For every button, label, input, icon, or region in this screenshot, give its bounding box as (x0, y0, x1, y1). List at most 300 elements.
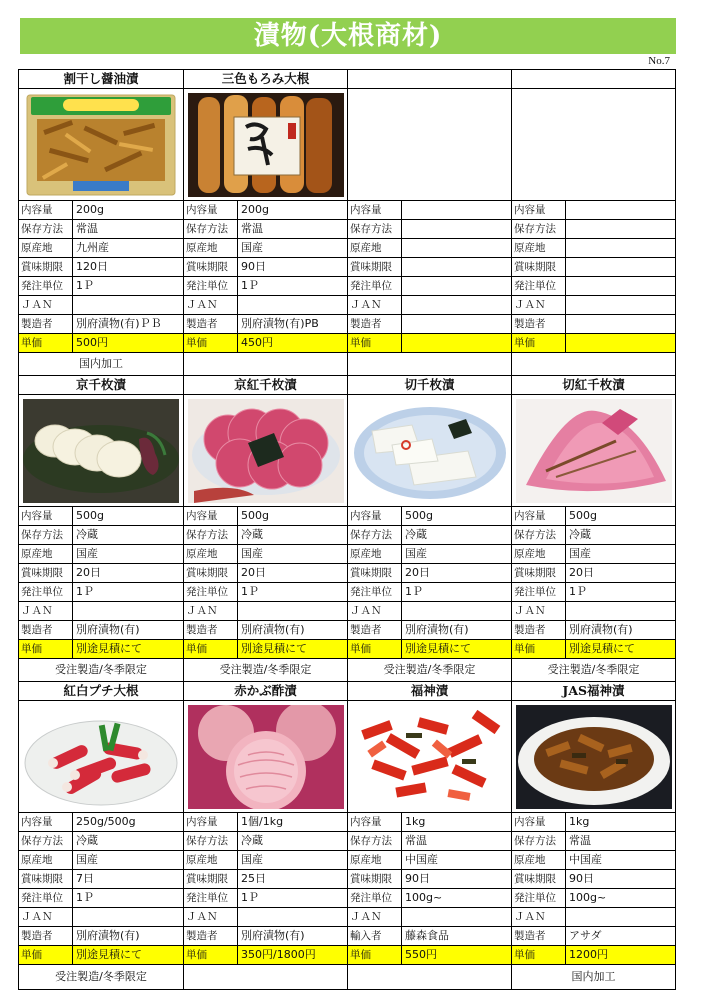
unit-price-label: 単価 (512, 334, 566, 352)
product-name: 京千枚漬 (19, 376, 183, 395)
origin-value: 中国産 (405, 853, 438, 866)
order-unit-label: 発注単位 (19, 277, 73, 295)
cut-white-photo (348, 395, 511, 507)
unit-price-row (512, 640, 675, 659)
origin-row (348, 239, 511, 258)
order-unit-value (402, 277, 511, 295)
unit-price-value: 550円 (405, 948, 437, 961)
order-unit-value (566, 277, 675, 295)
maker-row (19, 927, 183, 946)
product-row (19, 70, 675, 375)
product-card (183, 70, 347, 375)
origin-row (348, 545, 511, 564)
expiry-value: 90日 (241, 260, 266, 273)
expiry-row (348, 564, 511, 583)
cut-white-photo-image (352, 399, 508, 503)
unit-price-value: 別途見積にて (76, 948, 142, 961)
product-name: 切千枚漬 (348, 376, 511, 395)
product-card (19, 682, 183, 989)
maker-row (184, 621, 347, 640)
origin-label: 原産地 (512, 545, 566, 563)
product-grid (18, 69, 676, 990)
storage-value: 常温 (569, 834, 591, 847)
storage-value: 常温 (241, 222, 263, 235)
origin-label: 原産地 (348, 239, 402, 257)
maker-row (348, 927, 511, 946)
expiry-label: 賞味期限 (19, 258, 73, 276)
order-unit-label: 発注単位 (19, 889, 73, 907)
expiry-label: 賞味期限 (512, 258, 566, 276)
product-note (348, 353, 511, 375)
white-slices-photo-image (23, 399, 179, 503)
maker-value: 別府漬物(有) (76, 623, 140, 636)
expiry-label: 賞味期限 (19, 564, 73, 582)
origin-value: 国産 (241, 853, 263, 866)
unit-price-label: 単価 (512, 946, 566, 964)
order-unit-row (512, 277, 675, 296)
order-unit-row (512, 583, 675, 602)
jan-label: ＪＡＮ (19, 296, 73, 314)
content-label: 内容量 (512, 507, 566, 525)
unit-price-row (19, 334, 183, 353)
order-unit-value: 100g~ (569, 891, 607, 904)
jan-row (512, 908, 675, 927)
content-label: 内容量 (19, 507, 73, 525)
content-label: 内容量 (348, 813, 402, 831)
storage-label: 保存方法 (184, 832, 238, 850)
content-label: 内容量 (348, 201, 402, 219)
expiry-value: 7日 (76, 872, 94, 885)
origin-value (402, 239, 511, 257)
content-row (184, 813, 347, 832)
unit-price-label: 単価 (19, 334, 73, 352)
order-unit-value: 100g~ (405, 891, 443, 904)
product-card (347, 376, 511, 681)
content-row (184, 507, 347, 526)
origin-row (512, 545, 675, 564)
maker-value: 別府漬物(有)ＰＢ (76, 317, 162, 330)
maker-label: 製造者 (184, 927, 238, 945)
storage-row (348, 526, 511, 545)
unit-price-row (184, 640, 347, 659)
storage-value: 常温 (76, 222, 98, 235)
maker-row (184, 315, 347, 334)
order-unit-label: 発注単位 (348, 583, 402, 601)
product-card (183, 682, 347, 989)
unit-price-row (512, 946, 675, 965)
expiry-row (19, 870, 183, 889)
product-card (511, 376, 675, 681)
content-label: 内容量 (184, 507, 238, 525)
pickle-bag-photo (19, 89, 183, 201)
storage-value: 冷蔵 (569, 528, 591, 541)
order-unit-label: 発注単位 (19, 583, 73, 601)
product-note (184, 353, 347, 375)
product-name: 福神漬 (348, 682, 511, 701)
maker-value: 別府漬物(有) (569, 623, 633, 636)
unit-price-row (348, 640, 511, 659)
content-row (348, 201, 511, 220)
red-turnip-photo (184, 701, 347, 813)
jan-value (73, 602, 183, 620)
fukujin-brown-photo-image (516, 705, 672, 809)
maker-value: 別府漬物(有) (241, 929, 305, 942)
storage-value (566, 220, 675, 238)
content-row (512, 201, 675, 220)
expiry-row (512, 870, 675, 889)
expiry-label: 賞味期限 (348, 870, 402, 888)
maker-label: 製造者 (184, 621, 238, 639)
order-unit-row (348, 583, 511, 602)
product-name: 切紅千枚漬 (512, 376, 675, 395)
maker-row (19, 315, 183, 334)
product-name (512, 70, 675, 89)
storage-label: 保存方法 (19, 220, 73, 238)
product-row (19, 681, 675, 989)
expiry-label: 賞味期限 (348, 258, 402, 276)
jan-label: ＪＡＮ (348, 908, 402, 926)
origin-row (19, 545, 183, 564)
maker-value: 藤森食品 (405, 929, 449, 942)
unit-price-row (512, 334, 675, 353)
product-note (512, 353, 675, 375)
storage-row (184, 832, 347, 851)
origin-value: 国産 (241, 547, 263, 560)
fukujin-red-photo (348, 701, 511, 813)
storage-row (512, 526, 675, 545)
storage-label: 保存方法 (348, 526, 402, 544)
storage-row (348, 220, 511, 239)
maker-value: アサダ (569, 929, 602, 942)
origin-value: 国産 (405, 547, 427, 560)
order-unit-row (19, 889, 183, 908)
content-label: 内容量 (184, 201, 238, 219)
content-row (348, 813, 511, 832)
product-note: 受注製造/冬季限定 (219, 663, 312, 676)
maker-value (566, 315, 675, 333)
expiry-row (184, 258, 347, 277)
origin-label: 原産地 (19, 545, 73, 563)
product-note (184, 965, 347, 989)
storage-label: 保存方法 (512, 526, 566, 544)
order-unit-label: 発注単位 (512, 889, 566, 907)
order-unit-label: 発注単位 (348, 889, 402, 907)
jan-value (566, 908, 675, 926)
product-name: JAS福神漬 (512, 682, 675, 701)
content-value: 500g (405, 509, 433, 522)
content-value (566, 201, 675, 219)
unit-price-label: 単価 (19, 640, 73, 658)
unit-price-value: 別途見積にて (569, 642, 635, 655)
jan-row (348, 908, 511, 927)
maker-value: 別府漬物(有)PB (241, 317, 319, 330)
content-value: 500g (76, 509, 104, 522)
storage-row (348, 832, 511, 851)
content-value: 250g/500g (76, 815, 136, 828)
origin-row (184, 545, 347, 564)
expiry-row (19, 258, 183, 277)
expiry-label: 賞味期限 (348, 564, 402, 582)
order-unit-label: 発注単位 (512, 277, 566, 295)
storage-row (19, 220, 183, 239)
storage-label: 保存方法 (19, 832, 73, 850)
unit-price-row (348, 946, 511, 965)
product-note: 国内加工 (571, 970, 616, 983)
unit-price-label: 単価 (348, 640, 402, 658)
storage-value: 冷蔵 (76, 528, 98, 541)
content-value: 1kg (405, 815, 426, 828)
product-note (348, 965, 511, 989)
jan-value (566, 296, 675, 314)
maker-label: 製造者 (348, 621, 402, 639)
maker-value: 別府漬物(有) (241, 623, 305, 636)
content-label: 内容量 (19, 813, 73, 831)
fukujin-brown-photo (512, 701, 675, 813)
content-row (19, 813, 183, 832)
content-value (402, 201, 511, 219)
jan-label: ＪＡＮ (184, 296, 238, 314)
expiry-value: 20日 (76, 566, 101, 579)
order-unit-row (348, 277, 511, 296)
order-unit-value: 1Ｐ (76, 279, 94, 292)
expiry-label: 賞味期限 (512, 870, 566, 888)
storage-value: 冷蔵 (241, 528, 263, 541)
expiry-row (512, 258, 675, 277)
unit-price-value (566, 334, 675, 352)
expiry-row (184, 870, 347, 889)
unit-price-label: 単価 (184, 946, 238, 964)
unit-price-value: 別途見積にて (76, 642, 142, 655)
order-unit-row (184, 889, 347, 908)
product-card (347, 682, 511, 989)
storage-row (184, 220, 347, 239)
expiry-row (19, 564, 183, 583)
origin-value: 国産 (241, 241, 263, 254)
jan-row (19, 296, 183, 315)
content-value: 1個/1kg (241, 815, 284, 828)
origin-label: 原産地 (184, 239, 238, 257)
jan-label: ＪＡＮ (19, 908, 73, 926)
maker-row (512, 315, 675, 334)
expiry-value: 20日 (241, 566, 266, 579)
content-row (348, 507, 511, 526)
storage-row (19, 832, 183, 851)
origin-row (512, 239, 675, 258)
jan-label: ＪＡＮ (512, 296, 566, 314)
maker-value: 別府漬物(有) (76, 929, 140, 942)
origin-label: 原産地 (184, 545, 238, 563)
unit-price-row (19, 946, 183, 965)
order-unit-label: 発注単位 (184, 583, 238, 601)
expiry-value: 90日 (405, 872, 430, 885)
jan-row (184, 908, 347, 927)
storage-row (19, 526, 183, 545)
unit-price-value (402, 334, 511, 352)
maker-label: 輸入者 (348, 927, 402, 945)
origin-value: 九州産 (76, 241, 109, 254)
expiry-label: 賞味期限 (184, 870, 238, 888)
origin-value (566, 239, 675, 257)
expiry-row (348, 870, 511, 889)
unit-price-value: 450円 (241, 336, 273, 349)
storage-label: 保存方法 (512, 220, 566, 238)
maker-label: 製造者 (512, 315, 566, 333)
product-card (347, 70, 511, 375)
jan-row (19, 602, 183, 621)
product-name: 三色もろみ大根 (184, 70, 347, 89)
content-row (19, 201, 183, 220)
unit-price-label: 単価 (512, 640, 566, 658)
order-unit-row (512, 889, 675, 908)
product-note: 受注製造/冬季限定 (55, 970, 147, 983)
storage-label: 保存方法 (512, 832, 566, 850)
unit-price-label: 単価 (348, 946, 402, 964)
pickle-pack-photo (184, 89, 347, 201)
order-unit-row (19, 583, 183, 602)
jan-label: ＪＡＮ (348, 602, 402, 620)
product-card (19, 70, 183, 375)
product-name (348, 70, 511, 89)
unit-price-value: 別途見積にて (405, 642, 471, 655)
origin-row (512, 851, 675, 870)
empty-photo-slot (512, 89, 675, 201)
maker-row (512, 621, 675, 640)
jan-row (184, 296, 347, 315)
maker-value: 別府漬物(有) (405, 623, 469, 636)
maker-row (184, 927, 347, 946)
product-note: 受注製造/冬季限定 (55, 663, 147, 676)
content-value: 200g (76, 203, 104, 216)
expiry-value: 120日 (76, 260, 108, 273)
jan-row (348, 602, 511, 621)
maker-row (512, 927, 675, 946)
cut-red-photo (512, 395, 675, 507)
content-label: 内容量 (348, 507, 402, 525)
order-unit-value: 1Ｐ (241, 891, 259, 904)
order-unit-row (19, 277, 183, 296)
storage-label: 保存方法 (184, 526, 238, 544)
jan-value (73, 908, 183, 926)
storage-value: 冷蔵 (76, 834, 98, 847)
order-unit-value: 1Ｐ (241, 279, 259, 292)
origin-label: 原産地 (19, 851, 73, 869)
storage-label: 保存方法 (348, 220, 402, 238)
origin-label: 原産地 (184, 851, 238, 869)
red-slices-photo-image (188, 399, 344, 503)
order-unit-value: 1Ｐ (76, 585, 94, 598)
order-unit-value: 1Ｐ (405, 585, 423, 598)
storage-value: 冷蔵 (241, 834, 263, 847)
unit-price-value: 500円 (76, 336, 108, 349)
order-unit-value: 1Ｐ (241, 585, 259, 598)
content-label: 内容量 (184, 813, 238, 831)
maker-label: 製造者 (184, 315, 238, 333)
unit-price-row (19, 640, 183, 659)
order-unit-value: 1Ｐ (569, 585, 587, 598)
jan-label: ＪＡＮ (512, 908, 566, 926)
jan-label: ＪＡＮ (184, 908, 238, 926)
product-name: 紅白プチ大根 (19, 682, 183, 701)
storage-row (512, 832, 675, 851)
petit-radish-photo-image (23, 705, 179, 809)
expiry-label: 賞味期限 (184, 564, 238, 582)
order-unit-row (184, 583, 347, 602)
origin-row (348, 851, 511, 870)
expiry-label: 賞味期限 (512, 564, 566, 582)
origin-row (19, 851, 183, 870)
pickle-bag-photo-image (23, 93, 179, 197)
storage-value: 常温 (405, 834, 427, 847)
expiry-row (348, 258, 511, 277)
origin-label: 原産地 (512, 239, 566, 257)
origin-row (19, 239, 183, 258)
content-value: 200g (241, 203, 269, 216)
content-row (512, 507, 675, 526)
maker-row (348, 315, 511, 334)
storage-value (402, 220, 511, 238)
jan-value (402, 602, 511, 620)
product-card (511, 682, 675, 989)
origin-row (184, 851, 347, 870)
product-note: 国内加工 (79, 357, 123, 370)
product-note: 受注製造/冬季限定 (547, 663, 640, 676)
unit-price-label: 単価 (184, 640, 238, 658)
product-row (19, 375, 675, 681)
content-row (19, 507, 183, 526)
page-title: 漬物(大根商材) (20, 18, 676, 54)
maker-row (19, 621, 183, 640)
jan-value (238, 908, 347, 926)
product-name: 割干し醤油漬 (19, 70, 183, 89)
jan-row (512, 296, 675, 315)
jan-row (512, 602, 675, 621)
product-note: 受注製造/冬季限定 (383, 663, 476, 676)
order-unit-value: 1Ｐ (76, 891, 94, 904)
unit-price-label: 単価 (19, 946, 73, 964)
storage-value: 冷蔵 (405, 528, 427, 541)
storage-row (512, 220, 675, 239)
white-slices-photo (19, 395, 183, 507)
jan-label: ＪＡＮ (184, 602, 238, 620)
origin-label: 原産地 (512, 851, 566, 869)
content-value: 500g (241, 509, 269, 522)
order-unit-label: 発注単位 (512, 583, 566, 601)
product-card (19, 376, 183, 681)
content-row (512, 813, 675, 832)
jan-value (566, 602, 675, 620)
origin-value: 国産 (569, 547, 591, 560)
jan-value (238, 296, 347, 314)
content-value: 1kg (569, 815, 590, 828)
expiry-value: 20日 (405, 566, 430, 579)
order-unit-row (348, 889, 511, 908)
storage-row (184, 526, 347, 545)
storage-label: 保存方法 (348, 832, 402, 850)
unit-price-row (184, 334, 347, 353)
storage-label: 保存方法 (184, 220, 238, 238)
content-row (184, 201, 347, 220)
content-value: 500g (569, 509, 597, 522)
red-turnip-photo-image (188, 705, 344, 809)
maker-label: 製造者 (19, 621, 73, 639)
jan-value (238, 602, 347, 620)
jan-value (73, 296, 183, 314)
origin-label: 原産地 (19, 239, 73, 257)
maker-value (402, 315, 511, 333)
unit-price-row (348, 334, 511, 353)
maker-label: 製造者 (512, 927, 566, 945)
expiry-label: 賞味期限 (19, 870, 73, 888)
